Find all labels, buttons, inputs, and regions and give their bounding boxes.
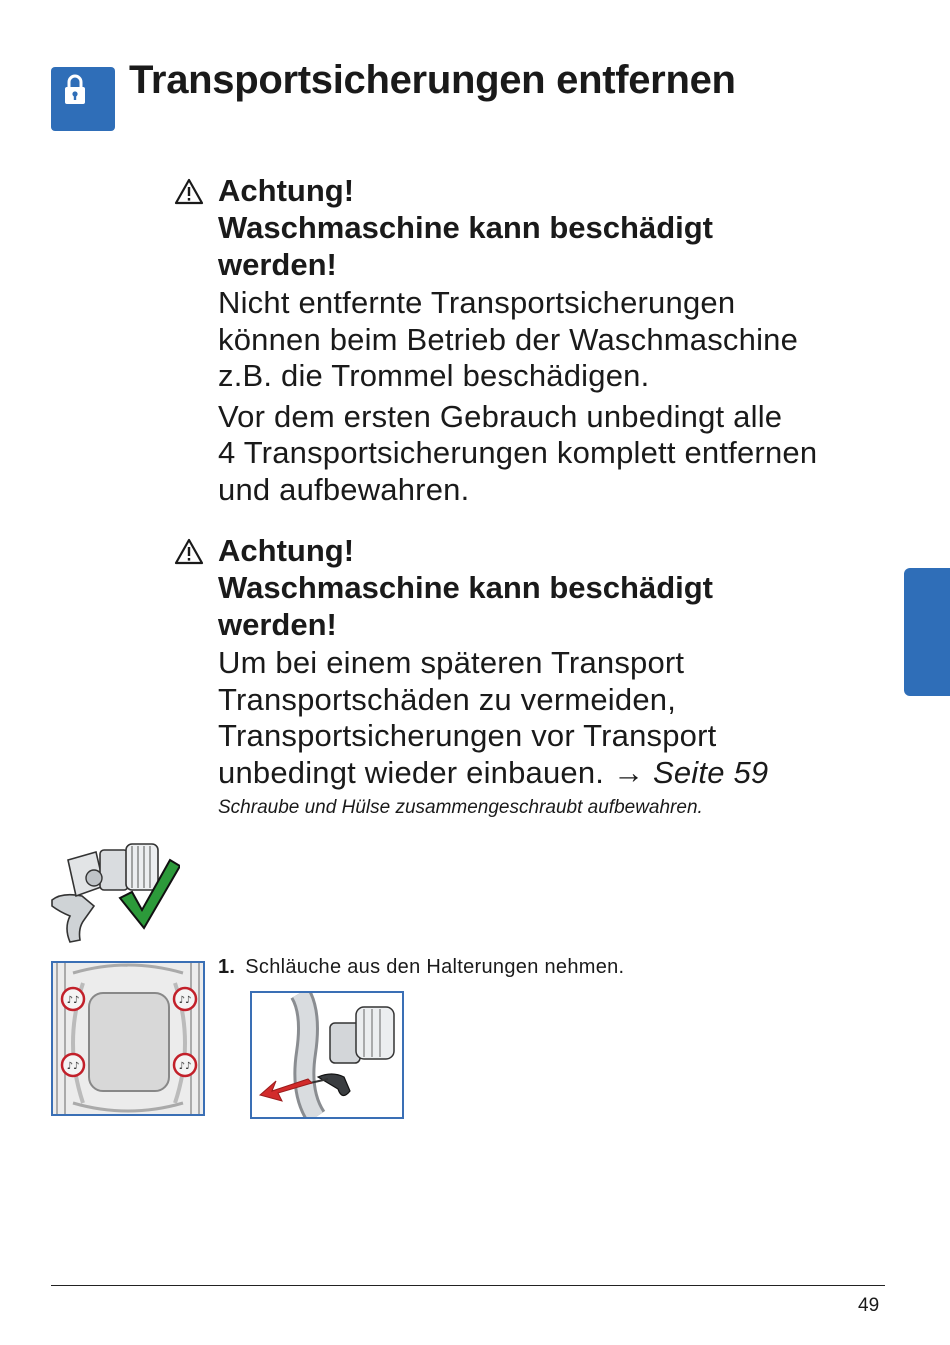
warning-paragraph: Nicht entfernte Transportsicherungen können beim Betrieb der Waschmaschine z.B. die Trommel beschädigen. bbox=[218, 285, 799, 393]
hose-removal-figure bbox=[250, 991, 404, 1119]
chapter-tab bbox=[904, 568, 950, 696]
warning-body bbox=[218, 285, 894, 508]
warning-paragraph: Um bei einem späteren Transport Transportschäden zu vermeiden, Transportsicherungen vor Transport unbedingt wieder einbauen. → Seite 59 bbox=[218, 645, 769, 790]
warning-heading bbox=[218, 532, 894, 643]
warning-paragraph: Vor dem ersten Gebrauch unbedingt alle 4 Transportsicherungen komplett entfernen und aufbewahren. bbox=[218, 398, 818, 507]
warning-triangle-icon bbox=[174, 178, 204, 206]
svg-text:♪♪: ♪♪ bbox=[66, 995, 80, 1006]
warning-subtitle-cont: werden! bbox=[218, 607, 337, 642]
warning-triangle-icon bbox=[174, 538, 204, 566]
bolt-marker bbox=[174, 1054, 196, 1076]
hose-removal-drawing bbox=[252, 993, 402, 1117]
transport-bolt-check-illustration bbox=[46, 838, 180, 944]
step-text: Schläuche aus den Halterungen nehmen. bbox=[245, 956, 625, 978]
warning-subtitle: Waschmaschine kann beschädigt bbox=[218, 570, 714, 605]
warning-title: Achtung! bbox=[218, 173, 355, 208]
arrow-icon: → bbox=[612, 754, 645, 790]
warning-block-2 bbox=[174, 532, 894, 795]
page-reference-link[interactable]: Seite 59 bbox=[652, 754, 769, 790]
machine-back-figure bbox=[51, 961, 205, 1116]
svg-text:♪♪: ♪♪ bbox=[178, 995, 192, 1006]
page-number: 49 bbox=[858, 1295, 880, 1316]
warning-subtitle: Waschmaschine kann beschädigt bbox=[218, 210, 714, 245]
warning-heading bbox=[218, 172, 894, 283]
bolt-marker bbox=[62, 1054, 84, 1076]
svg-text:♪♪: ♪♪ bbox=[178, 1061, 192, 1072]
bolt-marker bbox=[62, 988, 84, 1010]
step-1 bbox=[218, 956, 624, 979]
step-number: 1. bbox=[218, 956, 236, 978]
machine-back-drawing bbox=[53, 963, 203, 1114]
warning-title: Achtung! bbox=[218, 533, 355, 568]
bolt-marker bbox=[174, 988, 196, 1010]
warning-block-1 bbox=[174, 172, 894, 512]
warning-subtitle-cont: werden! bbox=[218, 247, 337, 282]
warning-body bbox=[218, 645, 894, 791]
svg-text:♪♪: ♪♪ bbox=[66, 1061, 80, 1072]
lock-icon bbox=[58, 74, 108, 124]
lock-badge bbox=[51, 67, 115, 131]
page-title: Transportsicherungen entfernen bbox=[129, 58, 736, 102]
storage-note: Schraube und Hülse zusammengeschraubt aufbewahren. bbox=[218, 797, 703, 818]
footer-rule bbox=[51, 1285, 885, 1286]
